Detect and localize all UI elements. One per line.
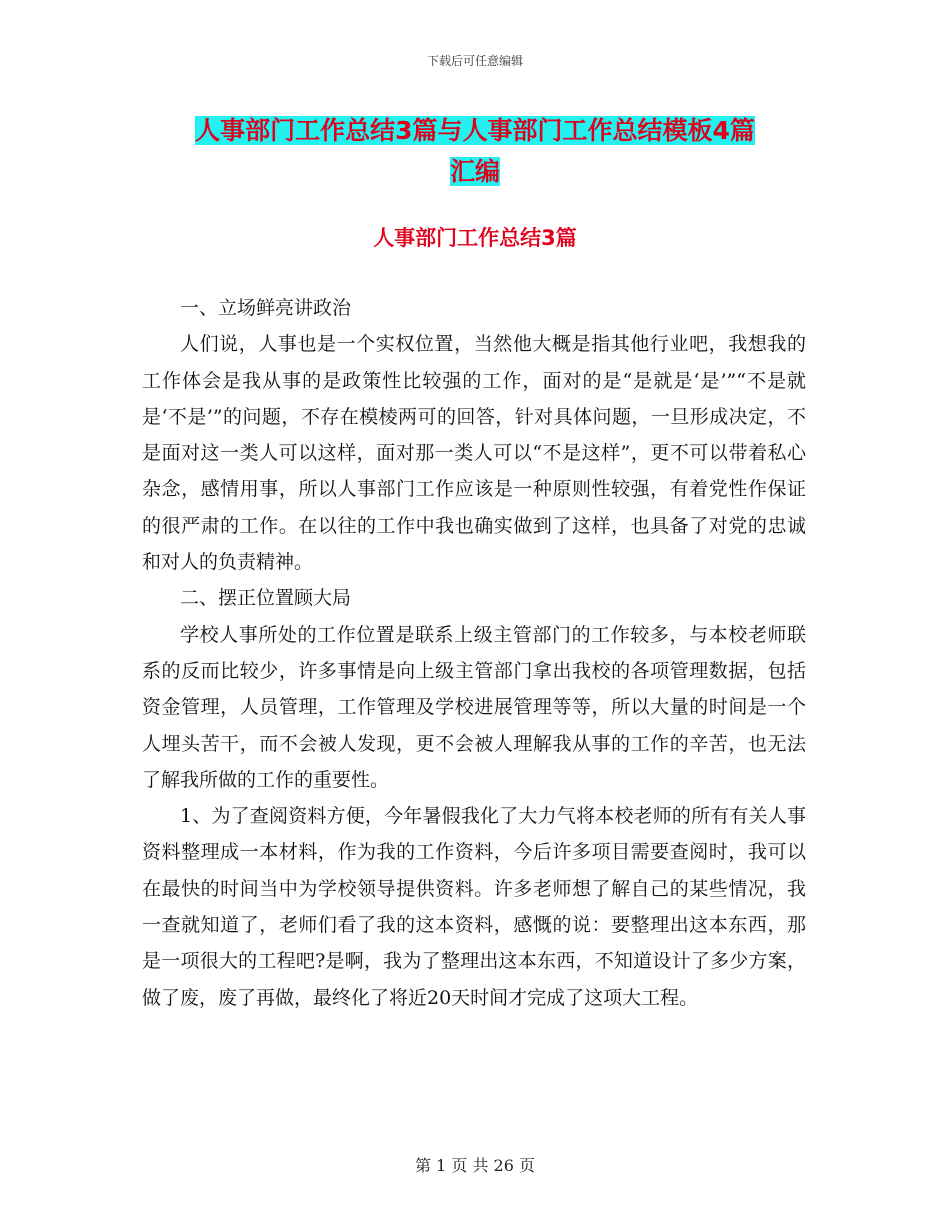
heading-position: 二、摆正位置顾大局 [180,587,352,610]
document-title-line-2: 汇编 [449,157,500,186]
heading-political-stance: 一、立场鲜亮讲政治 [180,297,352,319]
page-footer: 第 1 页 共 26 页 [415,1156,535,1175]
paragraph: 人们说，人事也是一个实权位置，当然他大概是指其他行业吧，我想我的工作体会是我从事的是政策性比较强的工作，面对的是“是就是‘是’”“不是就是‘不是’”的问题，不存在模棱两可的回答，针对具体问题，一旦形成决定，不是面对这一类人可以这样，面对那一类人可以“不是这样”，更不可以带着私心杂念，感情用事，所以人事部门工作应该是一种原则性较强，有着党性作保证的很严肃的工作。在以往的工作中我也确实做到了这样，也具备了对党的忠诚和对人的负责精神。 [142,333,806,574]
paragraph: 1、为了查阅资料方便，今年暑假我化了大力气将本校老师的所有有关人事资料整理成一本材料，作为我的工作资料，今后许多项目需要查阅时，我可以在最快的时间当中为学校领导提供资料。许多老师想了解自己的某些情况，我一查就知道了，老师们看了我的这本资料，感慨的说：要整理出这本东西，那是一项很大的工程吧?是啊，我为了整理出这本东西，不知道设计了多少方案，做了废，废了再做，最终化了将近20天时间才完成了这项大工程。 [142,805,806,1009]
paragraph: 学校人事所处的工作位置是联系上级主管部门的工作较多，与本校老师联系的反而比较少，许多事情是向上级主管部门拿出我校的各项管理数据，包括资金管理，人员管理，工作管理及学校进展管理等等，所以大量的时间是一个人埋头苦干，而不会被人发现，更不会被人理解我从事的工作的辛苦，也无法了解我所做的工作的重要性。 [142,623,806,791]
document-title [140,110,810,192]
header-note: 下载后可任意编辑 [426,54,523,68]
section-title: 人事部门工作总结3篇 [373,226,577,250]
body-text [142,290,806,1016]
document-title-line-1: 人事部门工作总结3篇与人事部门工作总结模板4篇 [195,116,755,145]
